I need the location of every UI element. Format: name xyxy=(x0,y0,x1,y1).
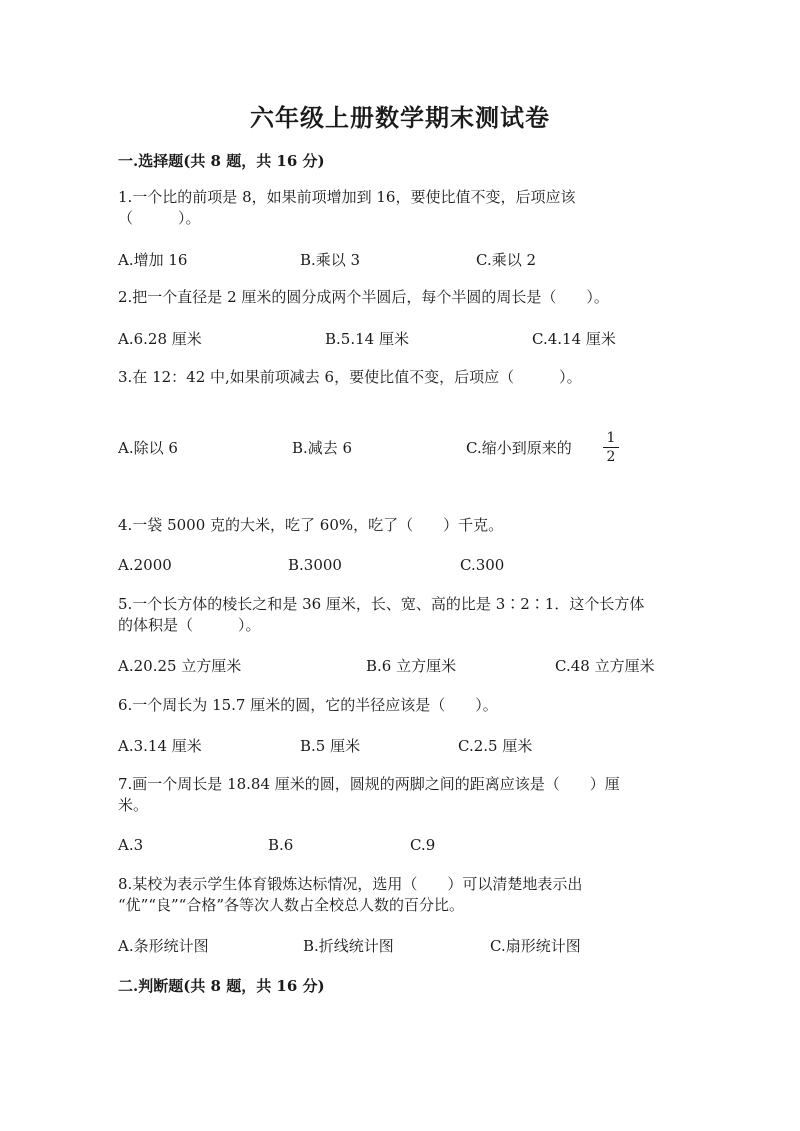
option-b: B.折线统计图 xyxy=(303,937,394,955)
option-c: C.300 xyxy=(460,556,505,574)
question-text: 6.一个周长为 15.7 厘米的圆，它的半径应该是（ ）。 xyxy=(118,696,498,714)
option-b: B.5.14 厘米 xyxy=(325,330,409,348)
question-text-cont: （ ）。 xyxy=(118,209,201,227)
question-7 xyxy=(118,774,678,816)
question-text-cont: “优”“良”“合格”各等次人数占全校总人数的百分比。 xyxy=(118,896,465,914)
page-title: 六年级上册数学期末测试卷 xyxy=(250,103,550,132)
option-a: A.2000 xyxy=(118,556,172,574)
question-8 xyxy=(118,874,678,916)
option-b: B.乘以 3 xyxy=(300,251,361,269)
option-a: A.3.14 厘米 xyxy=(118,737,202,755)
question-5 xyxy=(118,594,678,636)
fraction-numerator: 1 xyxy=(606,430,616,446)
question-text-cont: 米。 xyxy=(118,796,149,814)
section-heading-judgement: 二.判断题(共 8 题，共 16 分) xyxy=(118,977,325,995)
question-text: 5.一个长方体的棱长之和是 36 厘米，长、宽、高的比是 3∶2∶1．这个长方体 xyxy=(118,595,645,613)
question-6 xyxy=(118,695,678,716)
option-b: B.3000 xyxy=(288,556,342,574)
option-a: A.20.25 立方厘米 xyxy=(118,657,242,675)
option-c: C.2.5 厘米 xyxy=(458,737,533,755)
option-b: B.5 厘米 xyxy=(300,737,361,755)
option-c: C.4.14 厘米 xyxy=(532,330,616,348)
option-c: C.乘以 2 xyxy=(476,251,537,269)
question-1 xyxy=(118,187,678,229)
option-a: A.除以 6 xyxy=(118,439,178,457)
fraction-one-half xyxy=(603,430,619,465)
fraction-denominator: 2 xyxy=(606,449,616,465)
question-3 xyxy=(118,367,678,388)
option-c: C.48 立方厘米 xyxy=(555,657,655,675)
option-a: A.增加 16 xyxy=(118,251,188,269)
fraction-bar xyxy=(603,447,619,448)
option-c: C.扇形统计图 xyxy=(490,937,581,955)
option-b: B.6 立方厘米 xyxy=(366,657,457,675)
option-a: A.3 xyxy=(118,836,144,854)
question-text: 1.一个比的前项是 8，如果前项增加到 16，要使比值不变，后项应该 xyxy=(118,188,576,206)
option-a: A.6.28 厘米 xyxy=(118,330,202,348)
option-c: C.9 xyxy=(410,836,436,854)
question-2 xyxy=(118,287,678,308)
option-a: A.条形统计图 xyxy=(118,937,209,955)
question-text: 3.在 12：42 中,如果前项减去 6，要使比值不变，后项应（ ）。 xyxy=(118,368,582,386)
section-heading-choice: 一.选择题(共 8 题，共 16 分) xyxy=(118,152,325,170)
option-b: B.减去 6 xyxy=(292,439,353,457)
question-text: 4.一袋 5000 克的大米，吃了 60%，吃了（ ）千克。 xyxy=(118,516,504,534)
option-c: C.缩小到原来的 xyxy=(466,439,572,457)
question-text-cont: 的体积是（ ）。 xyxy=(118,616,261,634)
question-text: 8.某校为表示学生体育锻炼达标情况，选用（ ）可以清楚地表示出 xyxy=(118,875,583,893)
option-b: B.6 xyxy=(268,836,294,854)
question-4 xyxy=(118,515,678,536)
question-text: 7.画一个周长是 18.84 厘米的圆，圆规的两脚之间的距离应该是（ ）厘 xyxy=(118,775,620,793)
question-text: 2.把一个直径是 2 厘米的圆分成两个半圆后，每个半圆的周长是（ ）。 xyxy=(118,288,609,306)
